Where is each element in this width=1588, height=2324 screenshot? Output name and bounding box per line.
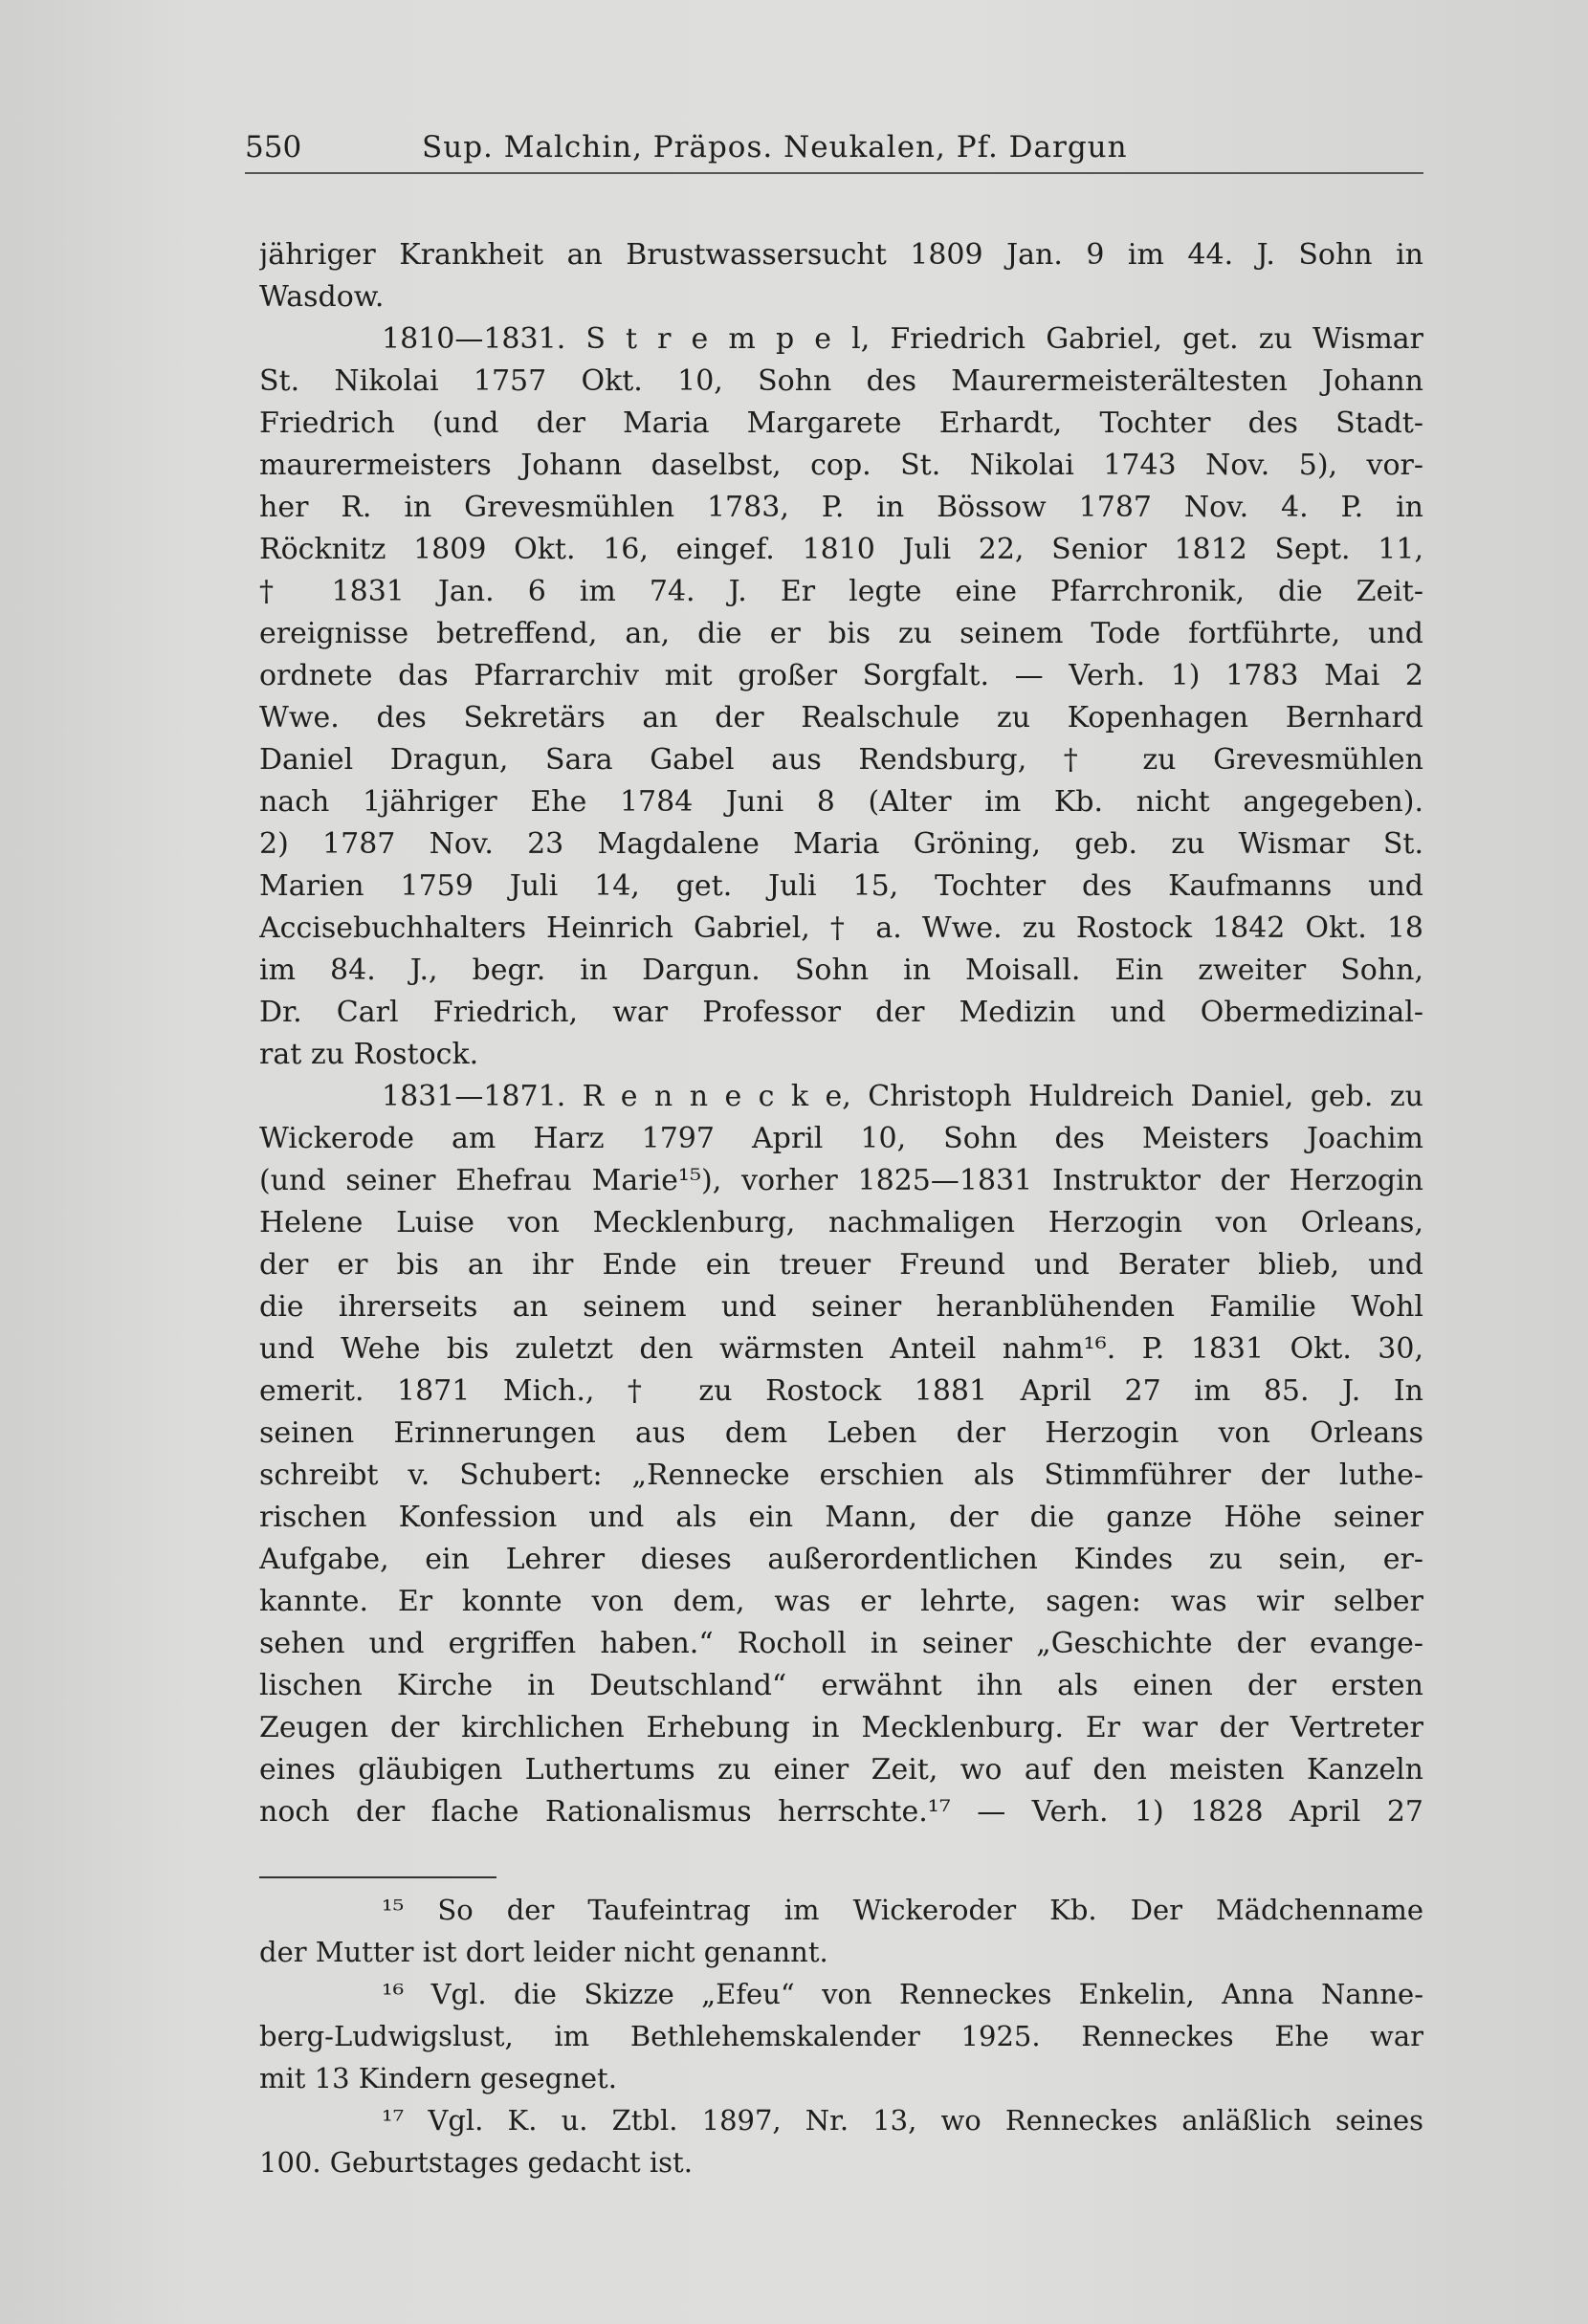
text-line: St. Nikolai 1757 Okt. 10, Sohn des Maurermeisterältesten Johann bbox=[259, 364, 1423, 398]
footnotes bbox=[259, 1889, 1423, 2183]
text-line: Dr. Carl Friedrich, war Professor der Medizin und Obermedizinal- bbox=[259, 996, 1423, 1029]
page-header bbox=[245, 126, 1423, 168]
footnote-rule bbox=[259, 1876, 496, 1878]
text-line: nach 1jähriger Ehe 1784 Juni 8 (Alter im Kb. nicht angegeben). bbox=[259, 785, 1423, 819]
page-number: 550 bbox=[245, 130, 302, 164]
text-line: Wwe. des Sekretärs an der Realschule zu Kopenhagen Bernhard bbox=[259, 701, 1423, 734]
text-line: Wickerode am Harz 1797 April 10, Sohn des Meisters Joachim bbox=[259, 1122, 1423, 1155]
footnote-line: ¹⁷ Vgl. K. u. Ztbl. 1897, Nr. 13, wo Renneckes anläßlich seines bbox=[382, 2104, 1423, 2137]
text-line: schreibt v. Schubert: „Rennecke erschien als Stimmführer der luthe- bbox=[259, 1458, 1423, 1492]
text-line: ordnete das Pfarrarchiv mit großer Sorgfalt. — Verh. 1) 1783 Mai 2 bbox=[259, 659, 1423, 692]
text-line: jähriger Krankheit an Brustwassersucht 1809 Jan. 9 im 44. J. Sohn in bbox=[259, 238, 1423, 272]
text-line: (und seiner Ehefrau Marie¹⁵), vorher 1825—1831 Instruktor der Herzogin bbox=[259, 1164, 1423, 1197]
body-text bbox=[259, 234, 1423, 1833]
text-line: 1810—1831. S t r e m p e l, Friedrich Gabriel, get. zu Wismar bbox=[382, 322, 1423, 356]
header-rule bbox=[245, 172, 1423, 174]
text-line: emerit. 1871 Mich., † zu Rostock 1881 April 27 im 85. J. In bbox=[259, 1374, 1423, 1408]
text-line: noch der flache Rationalismus herrschte.¹⁷ — Verh. 1) 1828 April 27 bbox=[259, 1795, 1423, 1829]
text-line: seinen Erinnerungen aus dem Leben der Herzogin von Orleans bbox=[259, 1416, 1423, 1450]
text-line: kannte. Er konnte von dem, was er lehrte, sagen: was wir selber bbox=[259, 1585, 1423, 1618]
footnote-line: mit 13 Kindern gesegnet. bbox=[259, 2062, 617, 2094]
text-line: Wasdow. bbox=[259, 280, 385, 314]
text-line: 1831—1871. R e n n e c k e, Christoph Huldreich Daniel, geb. zu bbox=[382, 1080, 1423, 1113]
text-line: rat zu Rostock. bbox=[259, 1038, 479, 1071]
footnote-line: ¹⁶ Vgl. die Skizze „Efeu“ von Renneckes Enkelin, Anna Nanne- bbox=[382, 1978, 1423, 2010]
text-line: Zeugen der kirchlichen Erhebung in Mecklenburg. Er war der Vertreter bbox=[259, 1711, 1423, 1744]
text-line: Marien 1759 Juli 14, get. Juli 15, Tochter des Kaufmanns und bbox=[259, 869, 1423, 903]
text-line: sehen und ergriffen haben.“ Rocholl in seiner „Geschichte der evange- bbox=[259, 1627, 1423, 1660]
text-line: maurermeisters Johann daselbst, cop. St. Nikolai 1743 Nov. 5), vor- bbox=[259, 449, 1423, 482]
text-line: rischen Konfession und als ein Mann, der die ganze Höhe seiner bbox=[259, 1501, 1423, 1534]
footnote-line: berg-Ludwigslust, im Bethlehemskalender 1925. Renneckes Ehe war bbox=[259, 2020, 1423, 2052]
text-line: im 84. J., begr. in Dargun. Sohn in Moisall. Ein zweiter Sohn, bbox=[259, 954, 1423, 987]
text-line: die ihrerseits an seinem und seiner heranblühenden Familie Wohl bbox=[259, 1290, 1423, 1324]
text-line: der er bis an ihr Ende ein treuer Freund und Berater blieb, und bbox=[259, 1248, 1423, 1282]
text-line: Aufgabe, ein Lehrer dieses außerordentlichen Kindes zu sein, er- bbox=[259, 1543, 1423, 1576]
text-line: 2) 1787 Nov. 23 Magdalene Maria Gröning, geb. zu Wismar St. bbox=[259, 827, 1423, 861]
text-line: ereignisse betreffend, an, die er bis zu seinem Tode fortführte, und bbox=[259, 617, 1423, 650]
text-line: † 1831 Jan. 6 im 74. J. Er legte eine Pfarrchronik, die Zeit- bbox=[259, 575, 1423, 608]
text-line: Helene Luise von Mecklenburg, nachmaligen Herzogin von Orleans, bbox=[259, 1206, 1423, 1239]
text-line: Accisebuchhalters Heinrich Gabriel, † a. Wwe. zu Rostock 1842 Okt. 18 bbox=[259, 911, 1423, 945]
footnote-line: der Mutter ist dort leider nicht genannt. bbox=[259, 1936, 828, 1968]
text-line: her R. in Grevesmühlen 1783, P. in Bössow 1787 Nov. 4. P. in bbox=[259, 491, 1423, 524]
text-line: und Wehe bis zuletzt den wärmsten Anteil nahm¹⁶. P. 1831 Okt. 30, bbox=[259, 1332, 1423, 1366]
footnote-line: 100. Geburtstages gedacht ist. bbox=[259, 2146, 693, 2179]
text-line: Daniel Dragun, Sara Gabel aus Rendsburg, † zu Grevesmühlen bbox=[259, 743, 1423, 777]
text-line: Friedrich (und der Maria Margarete Erhardt, Tochter des Stadt- bbox=[259, 406, 1423, 440]
text-line: Röcknitz 1809 Okt. 16, eingef. 1810 Juli 22, Senior 1812 Sept. 11, bbox=[259, 533, 1423, 566]
footnote-line: ¹⁵ So der Taufeintrag im Wickeroder Kb. Der Mädchenname bbox=[382, 1894, 1423, 1926]
text-line: eines gläubigen Luthertums zu einer Zeit, wo auf den meisten Kanzeln bbox=[259, 1753, 1423, 1787]
text-line: lischen Kirche in Deutschland“ erwähnt ihn als einen der ersten bbox=[259, 1669, 1423, 1702]
running-title: Sup. Malchin, Präpos. Neukalen, Pf. Dargun bbox=[422, 130, 1128, 164]
